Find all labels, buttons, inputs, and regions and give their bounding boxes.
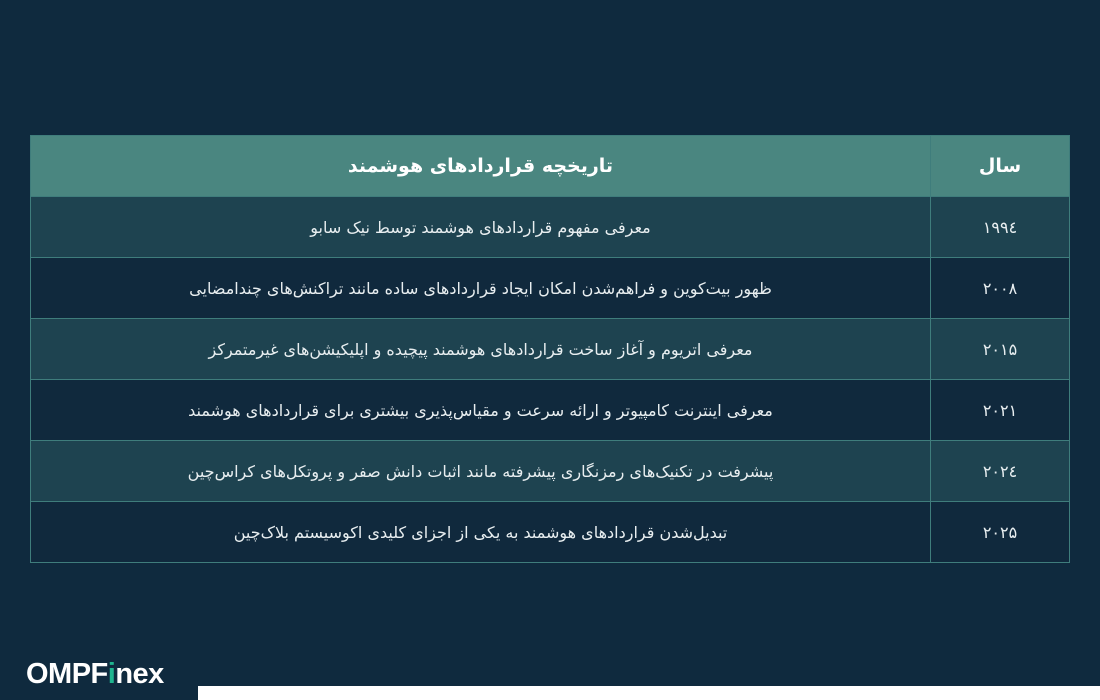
- bottom-white-bar: [198, 686, 1100, 700]
- header-year: سال: [931, 136, 1070, 197]
- year-cell: ۲۰۲۵: [931, 502, 1070, 563]
- event-cell: تبدیل‌شدن قراردادهای هوشمند به یکی از اجزای کلیدی اکوسیستم بلاک‌چین: [31, 502, 931, 563]
- year-cell: ۲۰۱۵: [931, 319, 1070, 380]
- logo-text-1: OMPF: [26, 658, 108, 690]
- logo-text-accent: i: [107, 658, 116, 690]
- header-event: تاریخچه قراردادهای هوشمند: [31, 136, 931, 197]
- table-row: [31, 258, 1070, 319]
- year-cell: ۱۹۹٤: [931, 197, 1070, 258]
- year-cell: ۲۰۰۸: [931, 258, 1070, 319]
- table-row: [31, 441, 1070, 502]
- logo-text-2: nex: [115, 658, 164, 690]
- event-cell: ظهور بیت‌کوین و فراهم‌شدن امکان ایجاد قراردادهای ساده مانند تراکنش‌های چندامضایی: [31, 258, 931, 319]
- table-header-row: [31, 136, 1070, 197]
- event-cell: پیشرفت در تکنیک‌های رمزنگاری پیشرفته مانند اثبات دانش صفر و پروتکل‌های کراس‌چین: [31, 441, 931, 502]
- smart-contracts-history-table: [30, 135, 1070, 563]
- year-cell: ۲۰۲۱: [931, 380, 1070, 441]
- event-cell: معرفی اینترنت کامپیوتر و ارائه سرعت و مقیاس‌پذیری بیشتری برای قراردادهای هوشمند: [31, 380, 931, 441]
- table-row: [31, 197, 1070, 258]
- year-cell: ۲۰۲٤: [931, 441, 1070, 502]
- event-cell: معرفی مفهوم قراردادهای هوشمند توسط نیک سابو: [31, 197, 931, 258]
- table-row: [31, 502, 1070, 563]
- table-row: [31, 319, 1070, 380]
- table-row: [31, 380, 1070, 441]
- ompfinex-logo: [26, 658, 164, 691]
- event-cell: معرفی اتریوم و آغاز ساخت قراردادهای هوشمند پیچیده و اپلیکیشن‌های غیرمتمرکز: [31, 319, 931, 380]
